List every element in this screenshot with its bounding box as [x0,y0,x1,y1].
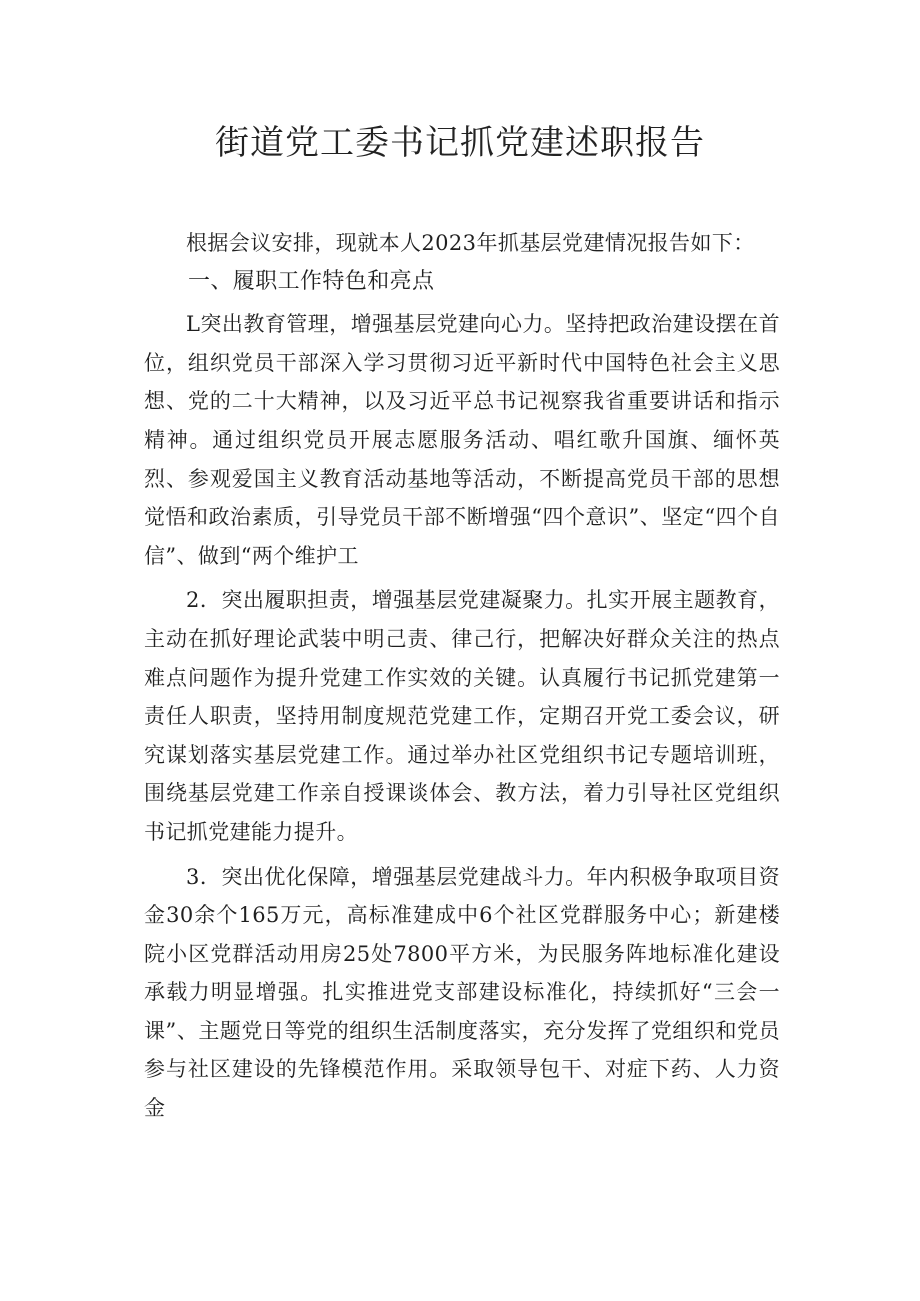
paragraph-2: 2．突出履职担责，增强基层党建凝聚力。扎实开展主题教育，主动在抓好理论武装中明己责、律己行，把解决好群众关注的热点难点问题作为提升党建工作实效的关键。认真履行书记抓党建第一责任人职责，坚持用制度规范党建工作，定期召开党工委会议，研究谋划落实基层党建工作。通过举办社区党组织书记专题培训班，围绕基层党建工作亲自授课谈体会、教方法，着力引导社区党组织书记抓党建能力提升。 [144,588,780,844]
document-body [144,224,780,1128]
section-heading: 一、履职工作特色和亮点 [188,268,435,294]
intro-paragraph: 根据会议安排，现就本人2023年抓基层党建情况报告如下： [186,231,755,255]
paragraph-1: L突出教育管理，增强基层党建向心力。坚持把政治建设摆在首位，组织党员干部深入学习贯彻习近平新时代中国特色社会主义思想、党的二十大精神，以及习近平总书记视察我省重要讲话和指示精神。通过组织党员开展志愿服务活动、唱红歌升国旗、缅怀英烈、参观爱国主义教育活动基地等活动，不断提高党员干部的思想觉悟和政治素质，引导党员干部不断增强“四个意识”、坚定“四个自信”、做到“两个维护工 [144,312,780,568]
document-title: 街道党工委书记抓党建述职报告 [215,123,705,163]
paragraph-3: 3．突出优化保障，增强基层党建战斗力。年内积极争取项目资金30余个165万元，高标准建成中6个社区党群服务中心；新建楼院小区党群活动用房25处7800平方米，为民服务阵地标准化建设承载力明显增强。扎实推进党支部建设标准化，持续抓好“三会一课”、主题党日等党的组织生活制度落实，充分发挥了党组织和党员参与社区建设的先锋模范作用。采取领导包干、对症下药、人力资金 [144,864,780,1121]
